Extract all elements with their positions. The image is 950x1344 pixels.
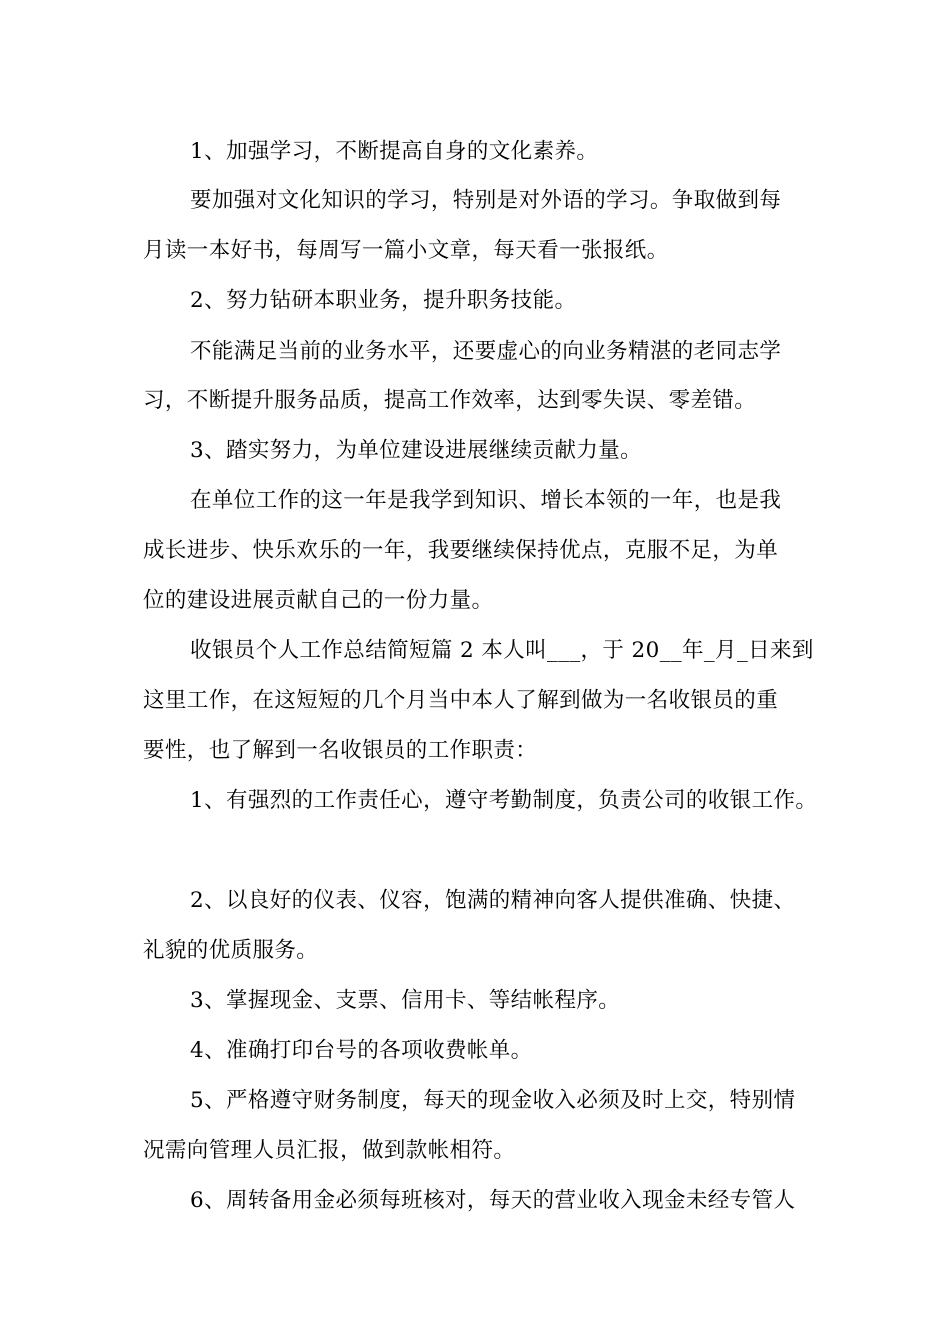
section-intro-line: 收银员个人工作总结简短篇 2 本人叫___，于 20__年_月_日来到	[190, 638, 814, 663]
list-item-3: 3、掌握现金、支票、信用卡、等结帐程序。	[190, 988, 621, 1013]
paragraph-text-line: 习，不断提升服务品质，提高工作效率，达到零失误、零差错。	[143, 388, 757, 413]
paragraph-text-line: 在单位工作的这一年是我学到知识、增长本领的一年，也是我	[190, 488, 782, 513]
paragraph-heading-3: 3、踏实努力，为单位建设进展继续贡献力量。	[190, 438, 643, 463]
paragraph-text-line: 这里工作，在这短短的几个月当中本人了解到做为一名收银员的重	[143, 688, 779, 713]
paragraph-heading-1: 1、加强学习，不断提高自身的文化素养。	[190, 139, 599, 164]
paragraph-text-line: 位的建设进展贡献自己的一份力量。	[143, 588, 494, 613]
paragraph-text-line: 月读一本好书，每周写一篇小文章，每天看一张报纸。	[143, 238, 669, 263]
paragraph-text-line: 成长进步、快乐欢乐的一年，我要继续保持优点，克服不足，为单	[143, 538, 779, 563]
list-item-6: 6、周转备用金必须每班核对，每天的营业收入现金未经专管人	[190, 1188, 796, 1213]
paragraph-text-line: 况需向管理人员汇报，做到款帐相符。	[143, 1138, 516, 1163]
paragraph-text-line: 礼貌的优质服务。	[143, 938, 319, 963]
paragraph-heading-2: 2、努力钻研本职业务，提升职务技能。	[190, 288, 577, 313]
paragraph-text-line: 要加强对文化知识的学习，特别是对外语的学习。争取做到每	[190, 188, 782, 213]
list-item-5: 5、严格遵守财务制度，每天的现金收入必须及时上交，特别情	[190, 1088, 796, 1113]
list-item-1: 1、有强烈的工作责任心，遵守考勤制度，负责公司的收银工作。	[190, 788, 818, 813]
list-item-2: 2、以良好的仪表、仪容，饱满的精神向客人提供准确、快捷、	[190, 888, 796, 913]
paragraph-text-line: 要性，也了解到一名收银员的工作职责：	[143, 738, 538, 763]
paragraph-text-line: 不能满足当前的业务水平，还要虚心的向业务精湛的老同志学	[190, 339, 782, 364]
list-item-4: 4、准确打印台号的各项收费帐单。	[190, 1038, 533, 1063]
